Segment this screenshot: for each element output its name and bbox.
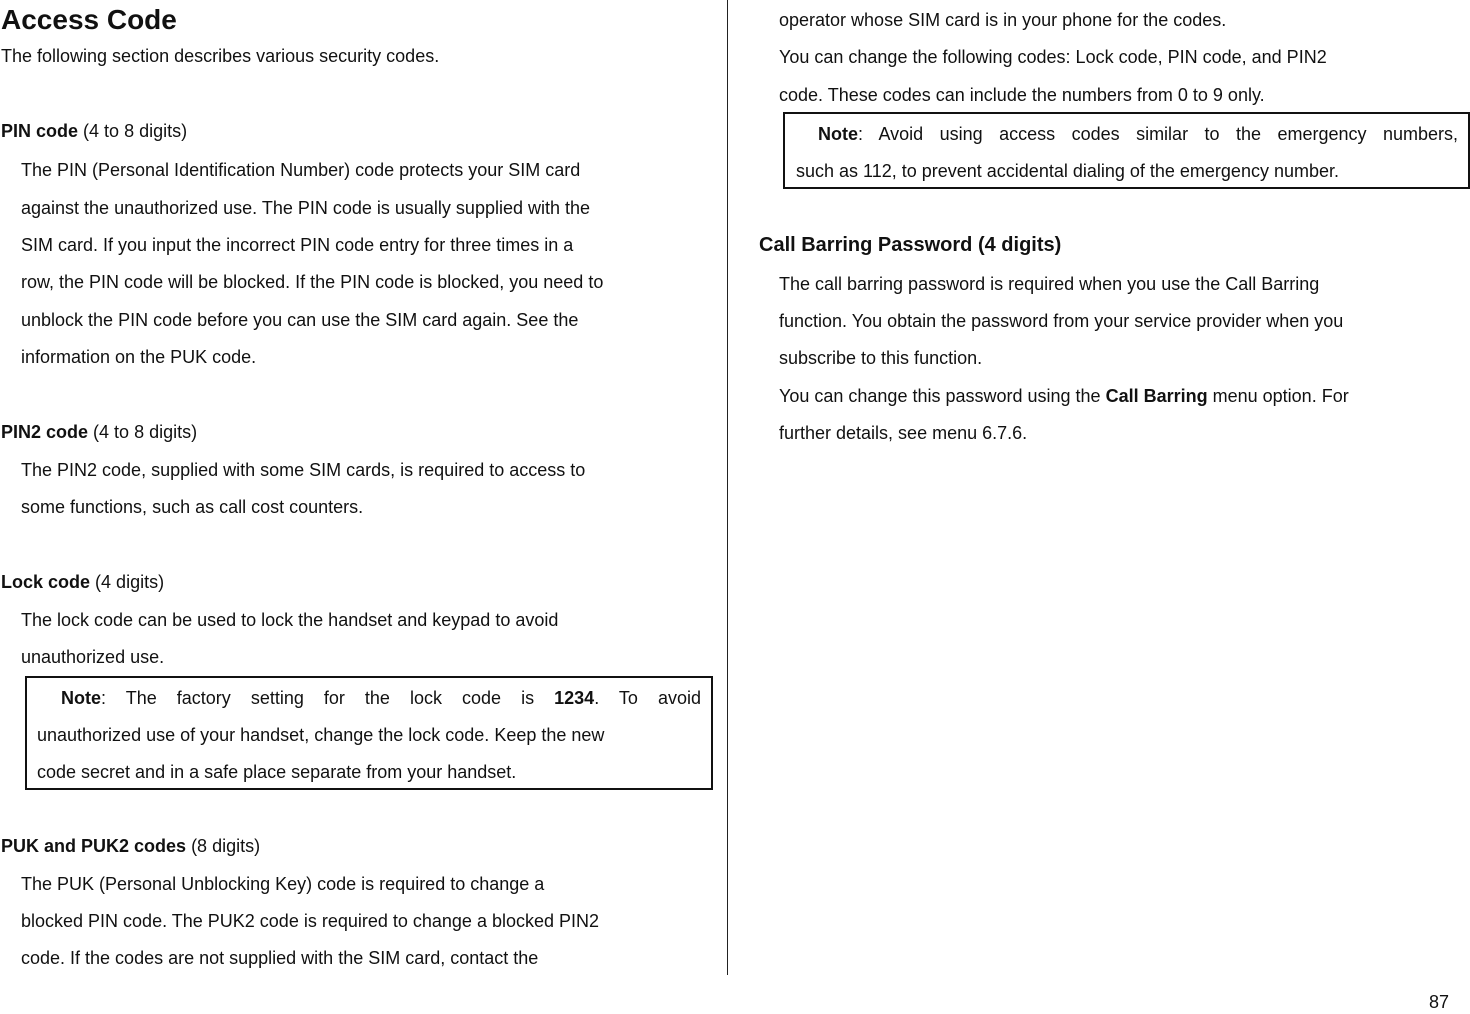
pin2-heading [1, 420, 197, 444]
lock-note-box [25, 676, 713, 790]
pin-line: The PIN (Personal Identification Number) code protects your SIM card [21, 160, 581, 180]
page-title: Access Code [1, 4, 177, 35]
emergency-note-text: : Avoid using access codes similar to the emergency numbers, [858, 124, 1458, 144]
page-number: 87 [1429, 992, 1450, 1012]
puk-heading [1, 834, 260, 858]
pin-line: SIM card. If you input the incorrect PIN code entry for three times in a [21, 235, 574, 255]
lock-default-code: 1234 [554, 688, 595, 708]
call-barring-menu-name: Call Barring [1105, 386, 1208, 406]
operator-line: You can change the following codes: Lock code, PIN code, and PIN2 [779, 47, 1327, 67]
call-barring-line: The call barring password is required when you use the Call Barring [779, 274, 1320, 294]
call-barring-line: further details, see menu 6.7.6. [779, 423, 1028, 443]
lock-heading-digits: (4 digits) [95, 572, 165, 592]
puk-heading-digits: (8 digits) [191, 836, 261, 856]
call-barring-line: function. You obtain the password from your service provider when you [779, 311, 1344, 331]
lock-note-line-1 [61, 686, 701, 710]
lock-line: The lock code can be used to lock the handset and keypad to avoid [21, 610, 559, 630]
pin2-line: some functions, such as call cost counters. [21, 497, 364, 517]
call-barring-heading: Call Barring Password (4 digits) [759, 234, 1062, 256]
operator-line: code. These codes can include the numbers from 0 to 9 only. [779, 85, 1265, 105]
operator-line: operator whose SIM card is in your phone for the codes. [779, 10, 1227, 30]
lock-note-text: : The factory setting for the lock code is [101, 688, 535, 708]
emergency-note-line-2: such as 112, to prevent accidental dialing of the emergency number. [796, 161, 1339, 181]
emergency-note-line-1 [818, 122, 1458, 146]
pin-heading [1, 119, 187, 143]
puk-heading-label: PUK and PUK2 codes [1, 836, 187, 856]
call-barring-change-text: You can change this password using the [779, 386, 1101, 406]
intro-text: The following section describes various security codes. [1, 46, 440, 66]
call-barring-change-line [779, 384, 1349, 408]
lock-note-line-3: code secret and in a safe place separate from your handset. [37, 762, 517, 782]
column-divider [727, 0, 728, 975]
lock-note-line-2: unauthorized use of your handset, change the lock code. Keep the new [37, 725, 605, 745]
call-barring-line: subscribe to this function. [779, 348, 983, 368]
pin2-line: The PIN2 code, supplied with some SIM cards, is required to access to [21, 460, 586, 480]
puk-line: code. If the codes are not supplied with the SIM card, contact the [21, 948, 539, 968]
pin-line: against the unauthorized use. The PIN code is usually supplied with the [21, 198, 591, 218]
lock-line: unauthorized use. [21, 647, 165, 667]
pin-line: unblock the PIN code before you can use the SIM card again. See the [21, 310, 579, 330]
pin-heading-label: PIN code [1, 121, 79, 141]
pin2-heading-digits: (4 to 8 digits) [93, 422, 198, 442]
lock-heading [1, 570, 164, 594]
puk-line: blocked PIN code. The PUK2 code is required to change a blocked PIN2 [21, 911, 600, 931]
pin-line: row, the PIN code will be blocked. If the PIN code is blocked, you need to [21, 272, 604, 292]
pin2-heading-label: PIN2 code [1, 422, 89, 442]
emergency-note-box [783, 112, 1470, 189]
pin-line: information on the PUK code. [21, 347, 257, 367]
lock-heading-label: Lock code [1, 572, 91, 592]
puk-line: The PUK (Personal Unblocking Key) code is required to change a [21, 874, 545, 894]
lock-note-label: Note [61, 688, 101, 708]
emergency-note-label: Note [818, 124, 858, 144]
lock-note-text-end: . To avoid [594, 688, 701, 708]
pin-heading-digits: (4 to 8 digits) [83, 121, 188, 141]
call-barring-change-text-end: menu option. For [1212, 386, 1349, 406]
